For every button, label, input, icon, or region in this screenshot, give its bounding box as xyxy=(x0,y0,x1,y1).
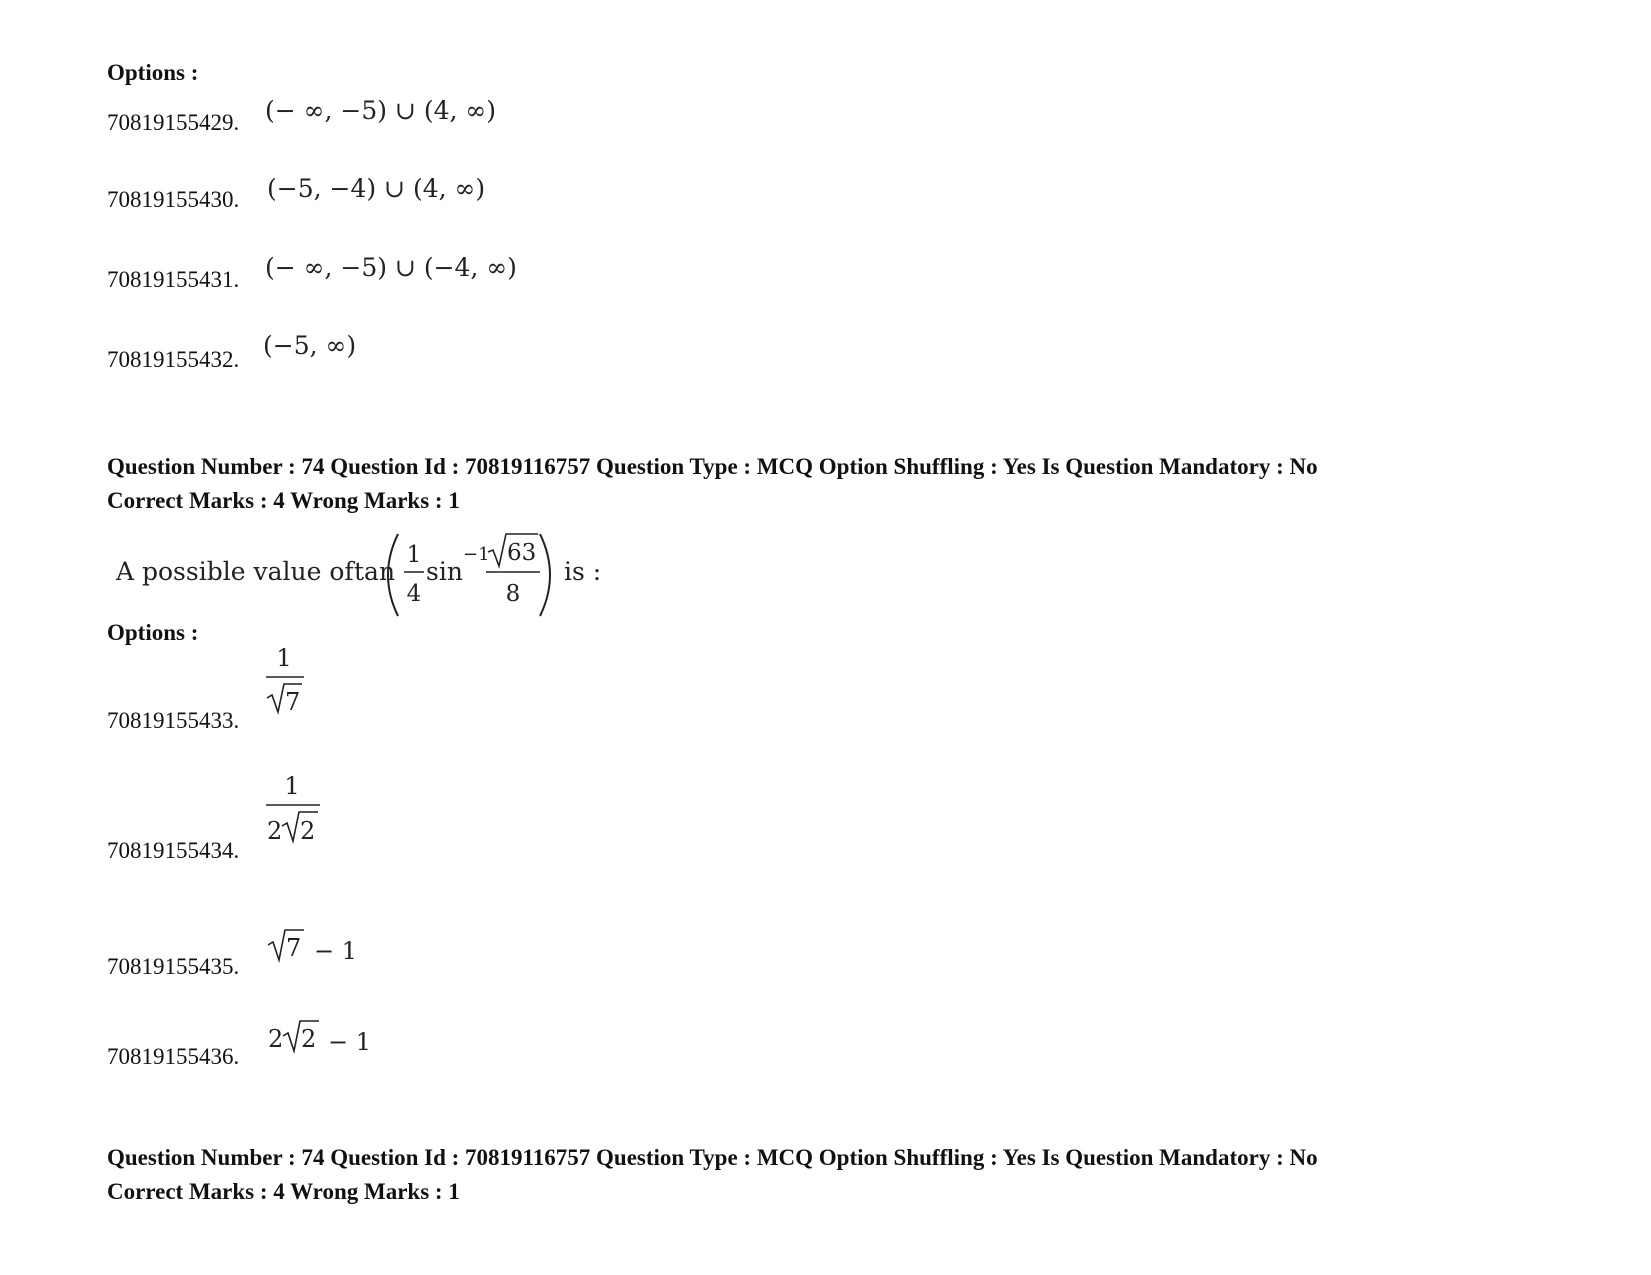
frac-den: 4 xyxy=(406,581,422,607)
question-prefix: A possible value of xyxy=(116,557,354,586)
func-sin: sin xyxy=(426,557,463,586)
question-text xyxy=(108,528,628,622)
question-header: Question Number : 74 Question Id : 70819116757 Question Type : MCQ Option Shuffling : Yes Is Question Mandatory : No xyxy=(107,454,1318,479)
coefficient: 2 xyxy=(268,1025,284,1053)
option-math xyxy=(266,925,376,967)
frac-den: 8 xyxy=(505,581,521,607)
radicand: 7 xyxy=(286,934,302,962)
frac-num: 1 xyxy=(284,772,300,800)
frac-num: 1 xyxy=(276,644,292,672)
option-id: 70819155433. xyxy=(107,708,240,733)
tail: − 1 xyxy=(314,937,358,965)
option-math: (− ∞, −5) ∪ (4, ∞) xyxy=(265,96,496,125)
radicand: 7 xyxy=(285,688,301,716)
option-math xyxy=(266,1016,386,1058)
marks-line: Correct Marks : 4 Wrong Marks : 1 xyxy=(107,1179,460,1204)
option-id: 70819155429. xyxy=(107,110,240,135)
option-id: 70819155430. xyxy=(107,187,240,212)
radicand: 63 xyxy=(507,540,537,566)
tail: − 1 xyxy=(328,1028,372,1056)
option-math xyxy=(258,640,318,720)
radicand: 2 xyxy=(300,817,316,845)
question-suffix: is : xyxy=(564,557,602,586)
coefficient: 2 xyxy=(267,817,283,845)
option-id: 70819155431. xyxy=(107,267,240,292)
question-formula xyxy=(108,528,628,622)
inv-exponent: −1 xyxy=(463,544,490,565)
option-id: 70819155432. xyxy=(107,347,240,372)
option-math: (− ∞, −5) ∪ (−4, ∞) xyxy=(265,253,517,282)
option-math: (−5, −4) ∪ (4, ∞) xyxy=(267,174,486,203)
option-id: 70819155435. xyxy=(107,954,240,979)
func-tan: tan xyxy=(354,557,396,586)
radicand: 2 xyxy=(301,1025,317,1053)
right-paren xyxy=(540,534,550,616)
options-label: Options : xyxy=(107,60,199,85)
option-math xyxy=(258,768,328,850)
question-header: Question Number : 74 Question Id : 70819116757 Question Type : MCQ Option Shuffling : Yes Is Question Mandatory : No xyxy=(107,1145,1318,1170)
option-id: 70819155434. xyxy=(107,838,240,863)
options-label: Options : xyxy=(107,620,199,645)
frac-num: 1 xyxy=(406,542,422,568)
marks-line: Correct Marks : 4 Wrong Marks : 1 xyxy=(107,488,460,513)
option-id: 70819155436. xyxy=(107,1044,240,1069)
option-math: (−5, ∞) xyxy=(263,331,357,360)
